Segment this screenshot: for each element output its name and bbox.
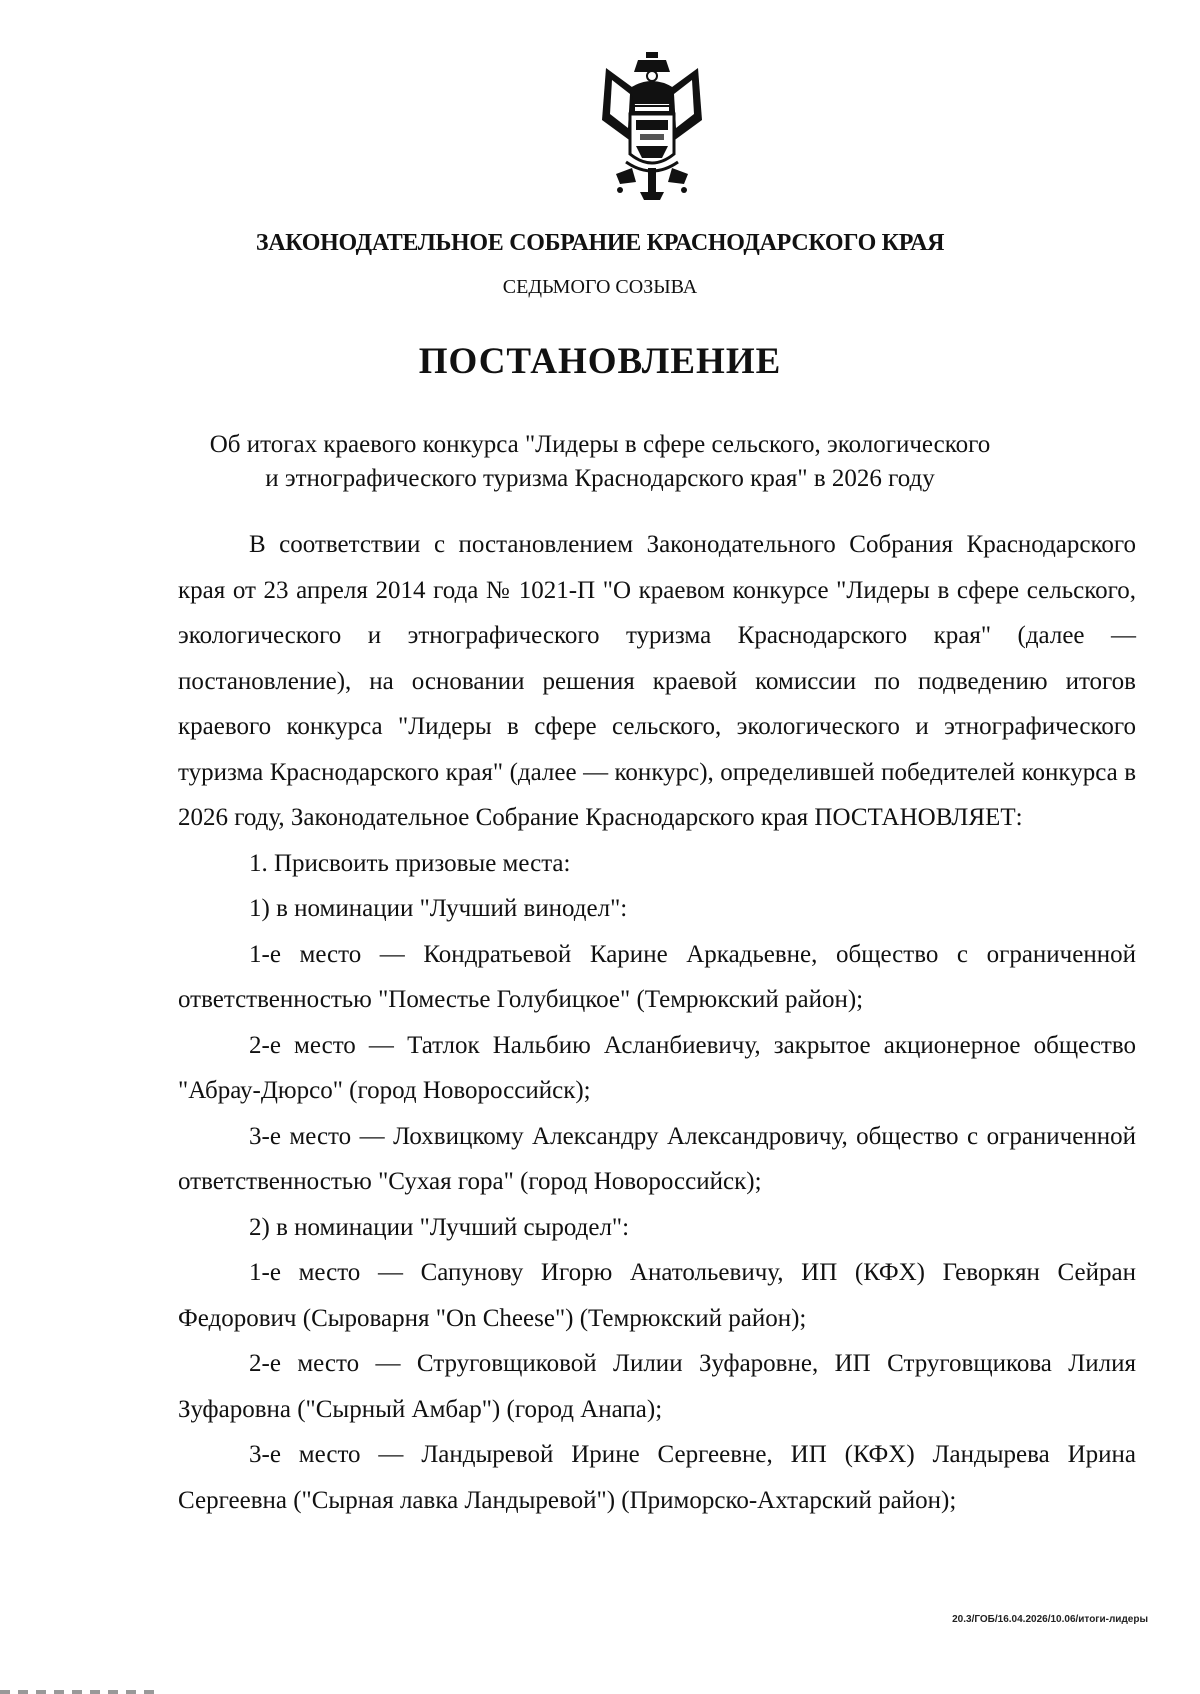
item-1-paragraph: 1. Присвоить призовые места:	[249, 849, 571, 877]
preamble-paragraph: В соответствии с постановлением Законодательного Собрания Краснодарского края от 23 апреля 2014 года № 1021-П "О краевом конкурсе "Лидеры в сфере сельского, экологического и этнографического туризма Краснодарского края" (далее — постановление), на основании решения краевой комиссии по подведению итогов краевого конкурса "Лидеры в сфере сельского, экологического и этнографического туризма Краснодарского края" (далее — конкурс), определившей победителей конкурса в 2026 году, Законодательное Собрание Краснодарского края ПОСТАНОВЛЯЕТ:	[178, 531, 1136, 831]
nomination-2-heading: 2) в номинации "Лучший сыродел":	[249, 1213, 630, 1241]
nomination-1-heading: 1) в номинации "Лучший винодел":	[249, 895, 628, 922]
nomination-1-place-3: 3-е место — Лохвицкому Александру Александровичу, общество с ограниченной ответственностью "Сухая гора" (город Новороссийск);	[178, 1122, 1136, 1195]
nomination-2-place-1: 1-е место — Сапунову Игорю Анатольевичу, ИП (КФХ) Геворкян Сейран Федорович (Сыроварня "On Cheese") (Темрюкский район);	[178, 1259, 1136, 1332]
nomination-1-place-1: 1-е место — Кондратьевой Карине Аркадьевне, общество с ограниченной ответственностью "Поместье Голубицкое" (Темрюкский район);	[178, 940, 1136, 1013]
document-subject	[150, 428, 1050, 496]
subject-line-1: Об итогах краевого конкурса "Лидеры в сфере сельского, экологического	[209, 431, 991, 458]
scan-edge-mark	[0, 1690, 160, 1694]
document-registration-code: 20.3/ГОБ/16.04.2026/10.06/итоги-лидеры	[952, 1614, 1148, 1625]
nomination-2-place-3: 3-е место — Ландыревой Ирине Сергеевне, ИП (КФХ) Ландырева Ирина Сергеевна ("Сырная лавка Ландыревой") (Приморско-Ахтарский район);	[178, 1441, 1136, 1514]
subject-line-2: и этнографического туризма Краснодарского края" в 2026 году	[265, 465, 935, 492]
coat-of-arms-icon	[596, 50, 708, 202]
organization-title: ЗАКОНОДАТЕЛЬНОЕ СОБРАНИЕ КРАСНОДАРСКОГО КРАЯ	[255, 230, 945, 256]
document-type-heading: ПОСТАНОВЛЕНИЕ	[418, 341, 782, 382]
convocation-subtitle: СЕДЬМОГО СОЗЫВА	[502, 276, 698, 298]
nomination-2-place-2: 2-е место — Струговщиковой Лилии Зуфаровне, ИП Струговщикова Лилия Зуфаровна ("Сырный Амбар") (город Анапа);	[178, 1350, 1136, 1423]
document-body	[178, 522, 1136, 1523]
nomination-1-place-2: 2-е место — Татлок Нальбию Асланбиевичу, закрытое акционерное общество "Абрау-Дюрсо" (город Новороссийск);	[178, 1031, 1136, 1104]
